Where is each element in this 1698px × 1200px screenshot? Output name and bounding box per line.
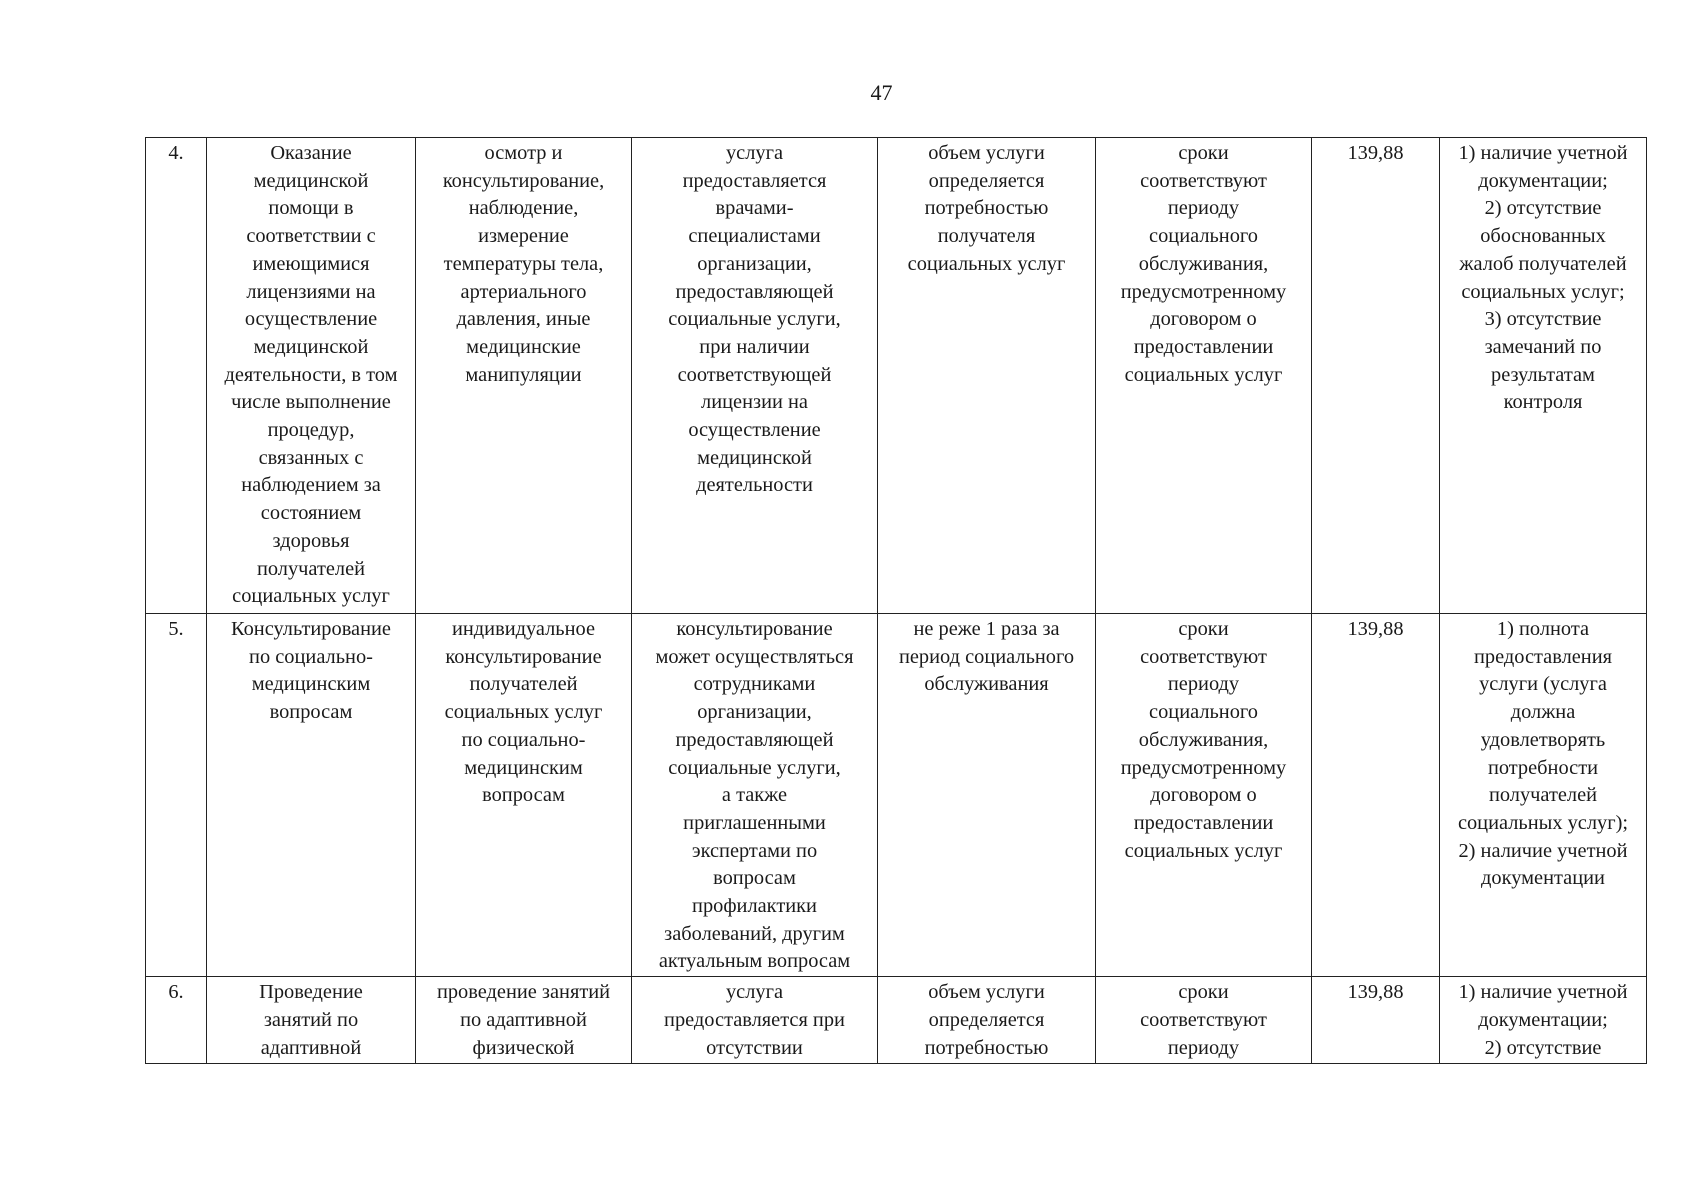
tariff-cell: 139,88 (1312, 614, 1440, 977)
service-description-cell: осмотр и консультирование, наблюдение, измерение температуры тела, артериального давления, иные медицинские манипуляции (416, 138, 632, 614)
service-terms-cell: сроки соответствуют периоду социального обслуживания, предусмотренному договором о предоставлении социальных услуг (1096, 614, 1312, 977)
services-table (145, 137, 1647, 1064)
service-volume-cell: объем услуги определяется потребностью получателя социальных услуг (878, 138, 1096, 614)
service-conditions-cell: услуга предоставляется при отсутствии (632, 977, 878, 1064)
service-conditions-cell: консультирование может осуществляться сотрудниками организации, предоставляющей социальные услуги, а также приглашенными экспертами по вопросам профилактики заболеваний, другим актуальным вопросам (632, 614, 878, 977)
row-number: 5. (146, 614, 207, 977)
service-terms-cell: сроки соответствуют периоду (1096, 977, 1312, 1064)
tariff-cell: 139,88 (1312, 977, 1440, 1064)
row-number: 4. (146, 138, 207, 614)
service-name-cell: Консультирование по социально- медицинским вопросам (207, 614, 416, 977)
tariff-cell: 139,88 (1312, 138, 1440, 614)
service-volume-cell: объем услуги определяется потребностью (878, 977, 1096, 1064)
service-name-cell: Проведение занятий по адаптивной (207, 977, 416, 1064)
service-name-cell: Оказание медицинской помощи в соответствии с имеющимися лицензиями на осуществление медицинской деятельности, в том числе выполнение процедур, связанных с наблюдением за состоянием здоровья получателей социальных услуг (207, 138, 416, 614)
table-row (146, 977, 1647, 1064)
service-description-cell: проведение занятий по адаптивной физической (416, 977, 632, 1064)
service-description-cell: индивидуальное консультирование получателей социальных услуг по социально- медицинским вопросам (416, 614, 632, 977)
service-volume-cell: не реже 1 раза за период социального обслуживания (878, 614, 1096, 977)
quality-criteria-cell: 1) полнота предоставления услуги (услуга должна удовлетворять потребности получателей социальных услуг); 2) наличие учетной документации (1440, 614, 1647, 977)
service-terms-cell: сроки соответствуют периоду социального обслуживания, предусмотренному договором о предоставлении социальных услуг (1096, 138, 1312, 614)
page-number: 47 (870, 80, 893, 105)
table-row (146, 138, 1647, 614)
quality-criteria-cell: 1) наличие учетной документации; 2) отсутствие (1440, 977, 1647, 1064)
table-row (146, 614, 1647, 977)
row-number: 6. (146, 977, 207, 1064)
service-conditions-cell: услуга предоставляется врачами- специалистами организации, предоставляющей социальные услуги, при наличии соответствующей лицензии на осуществление медицинской деятельности (632, 138, 878, 614)
quality-criteria-cell: 1) наличие учетной документации; 2) отсутствие обоснованных жалоб получателей социальных услуг; 3) отсутствие замечаний по результатам контроля (1440, 138, 1647, 614)
